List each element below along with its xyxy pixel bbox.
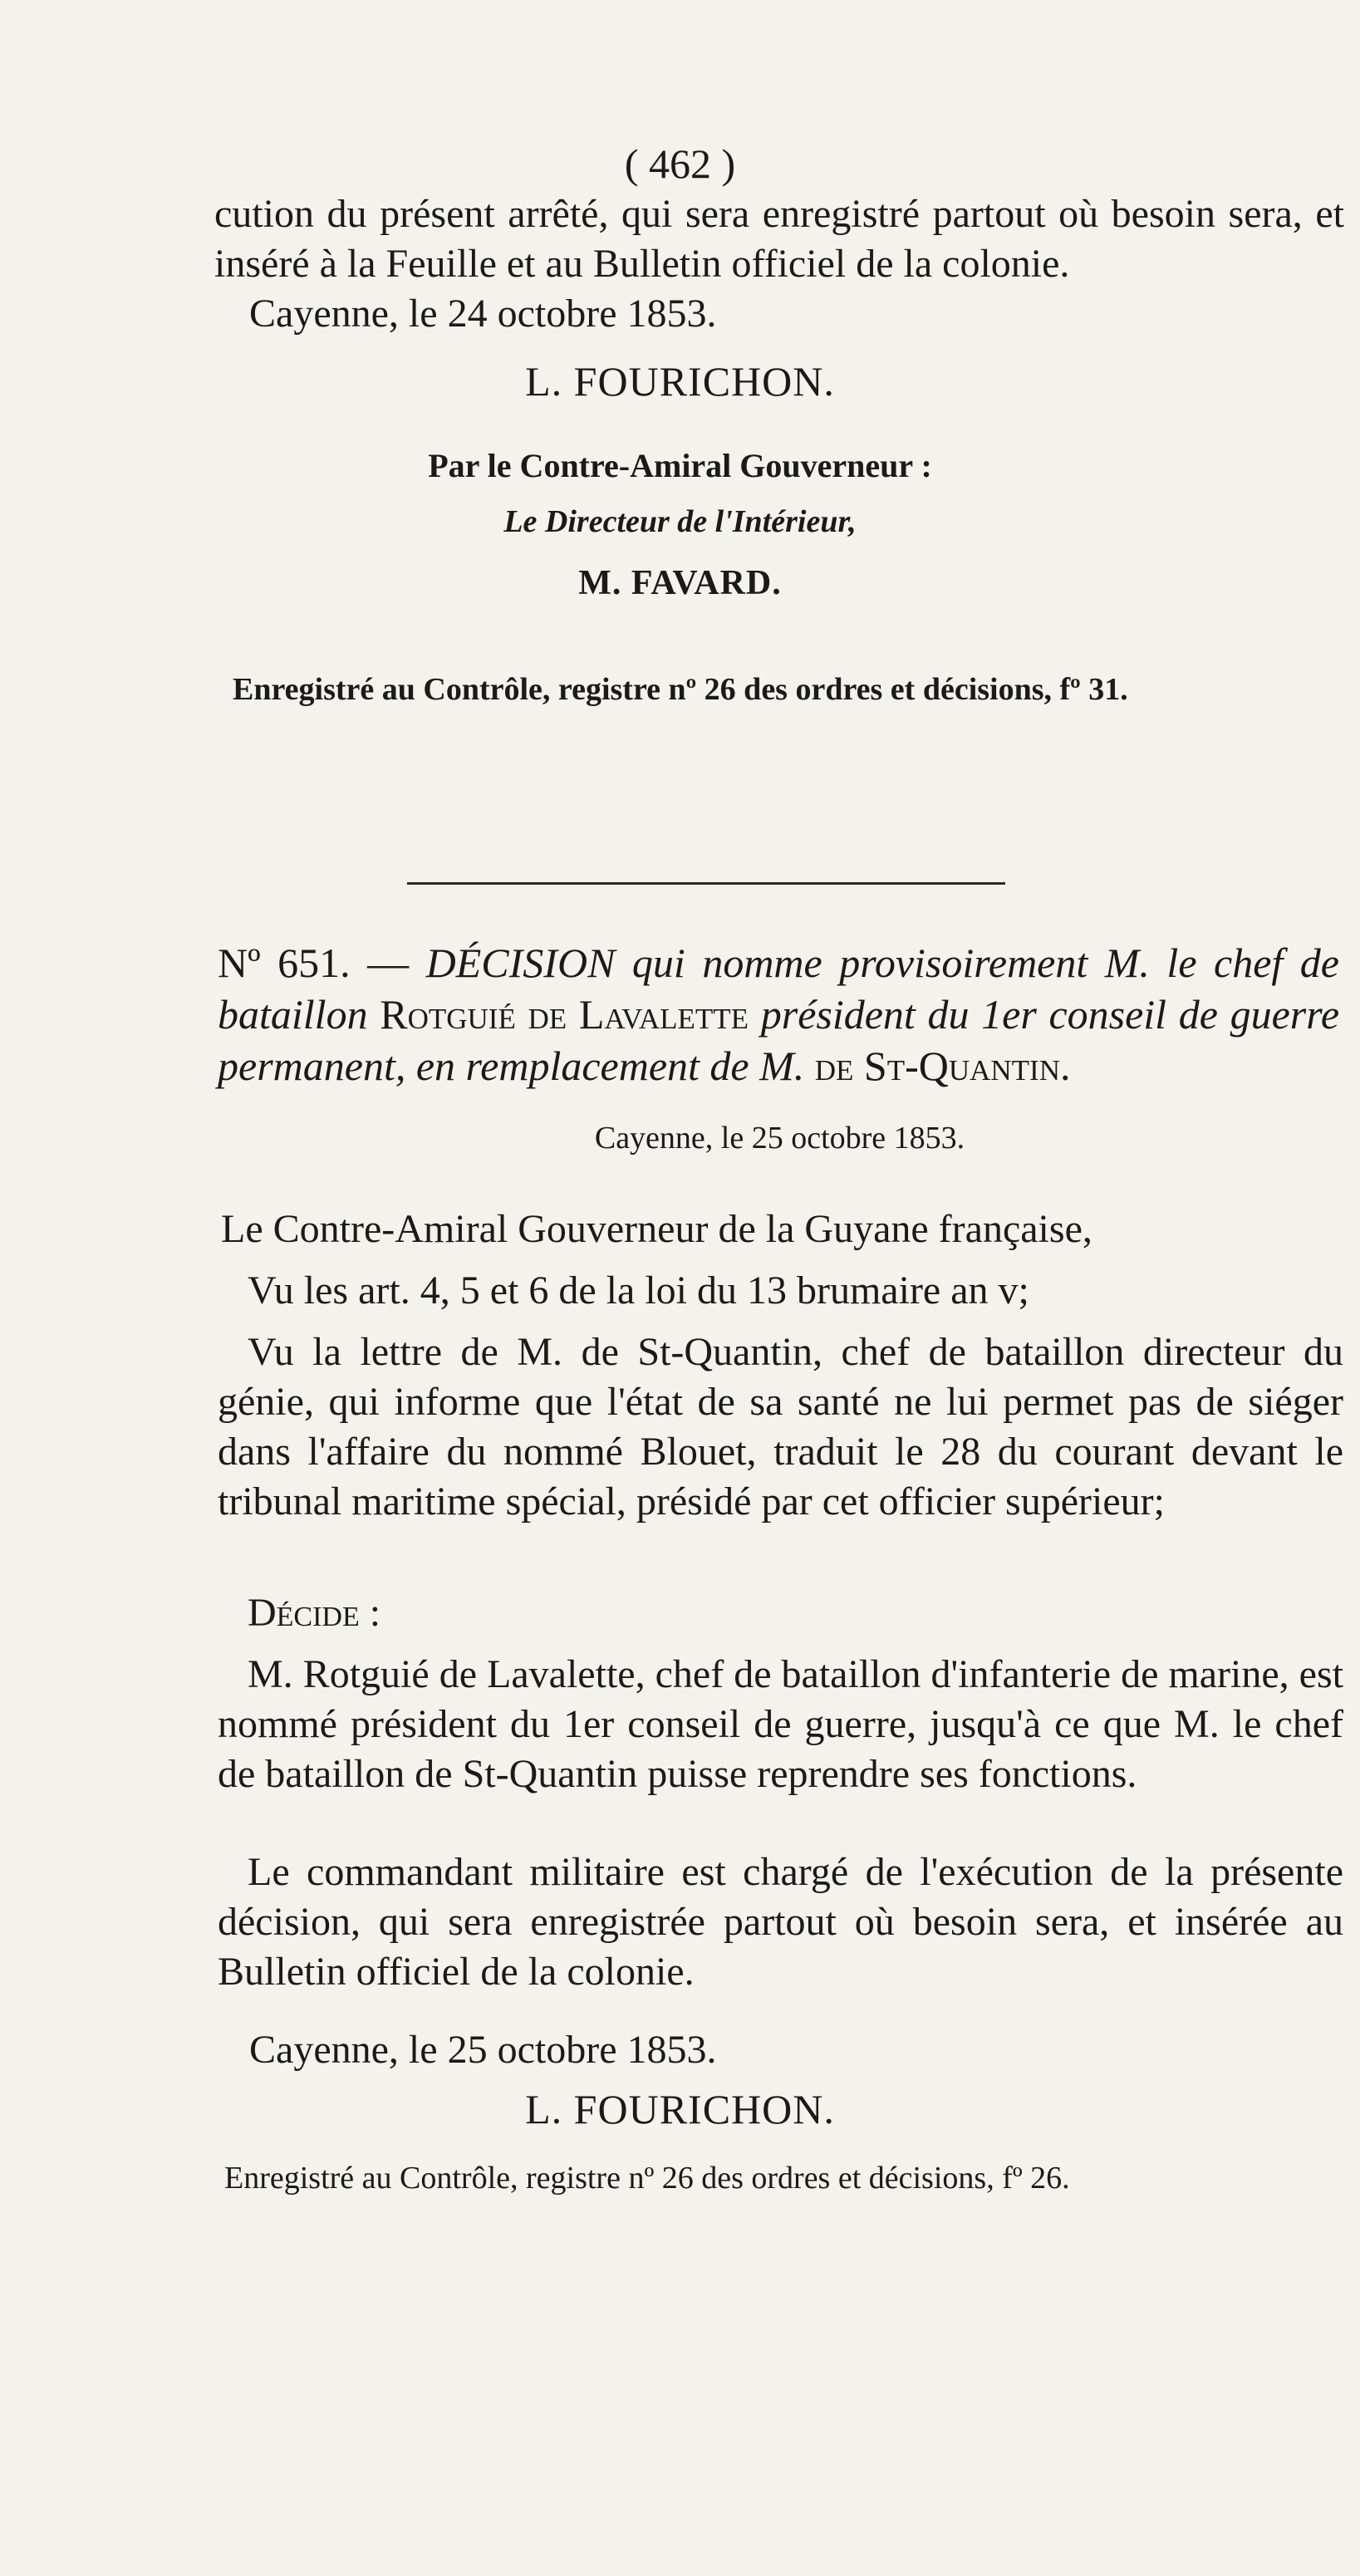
section-divider bbox=[407, 882, 1005, 885]
paragraph-vu-lettre: Vu la lettre de M. de St-Quantin, chef de bataillon directeur du génie, qui informe que l'état de sa santé ne lui permet pas de siéger dans l'affaire du nommé Blouet, traduit le 28 du courant devant le tribunal maritime spécial, présidé par cet officier supérieur; bbox=[218, 1330, 1343, 1524]
decision-title-b: président du 1er conseil de guerre permanent, en remplacement de M. bbox=[218, 991, 1340, 1089]
decision-date: Cayenne, le 25 octobre 1853. bbox=[594, 1121, 965, 1156]
paragraph-commandant: Le commandant militaire est chargé de l'exécution de la présente décision, qui sera enregistrée partout où besoin sera, et insérée au Bulletin officiel de la colonie. bbox=[218, 1850, 1343, 1994]
signature-fourichon-1: L. FOURICHON. bbox=[525, 358, 835, 405]
page-number: ( 462 ) bbox=[624, 140, 736, 187]
paragraph-rotguie: M. Rotguié de Lavalette, chef de bataillon d'infanterie de marine, est nommé président du 1er conseil de guerre, jusqu'à ce que M. le chef de bataillon de St-Quantin puisse reprendre ses fonctions. bbox=[218, 1652, 1343, 1796]
directeur-interieur: Le Directeur de l'Intérieur, bbox=[503, 504, 857, 539]
enregistre-line-2: Enregistré au Contrôle, registre nº 26 des ordres et décisions, fº 26. bbox=[224, 2161, 1070, 2196]
signature-favard: M. FAVARD. bbox=[578, 564, 782, 602]
decision-title-a: DÉCISION qui nomme provisoirement M. le chef de bataillon bbox=[218, 940, 1339, 1038]
par-le-gouverneur: Par le Contre-Amiral Gouverneur : bbox=[428, 447, 932, 484]
decision-name-2: de St-Quantin. bbox=[814, 1043, 1071, 1089]
top-date: Cayenne, le 24 octobre 1853. bbox=[249, 292, 717, 336]
paragraph-vu-articles: Vu les art. 4, 5 et 6 de la loi du 13 brumaire an v; bbox=[248, 1268, 1029, 1313]
signature-fourichon-2: L. FOURICHON. bbox=[525, 2086, 835, 2132]
bottom-date: Cayenne, le 25 octobre 1853. bbox=[249, 2028, 717, 2072]
decision-heading bbox=[218, 937, 1339, 1092]
enregistre-line-1: Enregistré au Contrôle, registre nº 26 des ordres et décisions, fº 31. bbox=[233, 672, 1128, 707]
top-paragraph: cution du présent arrêté, qui sera enregistré partout où besoin sera, et inséré à la Feuille et au Bulletin officiel de la colonie. bbox=[214, 192, 1344, 286]
decision-number: Nº 651. — bbox=[218, 940, 410, 986]
paragraph-decide: Décide : bbox=[248, 1591, 381, 1635]
decision-name-1: Rotguié de Lavalette bbox=[380, 991, 749, 1038]
paragraph-contre-amiral: Le Contre-Amiral Gouverneur de la Guyane française, bbox=[221, 1207, 1092, 1251]
